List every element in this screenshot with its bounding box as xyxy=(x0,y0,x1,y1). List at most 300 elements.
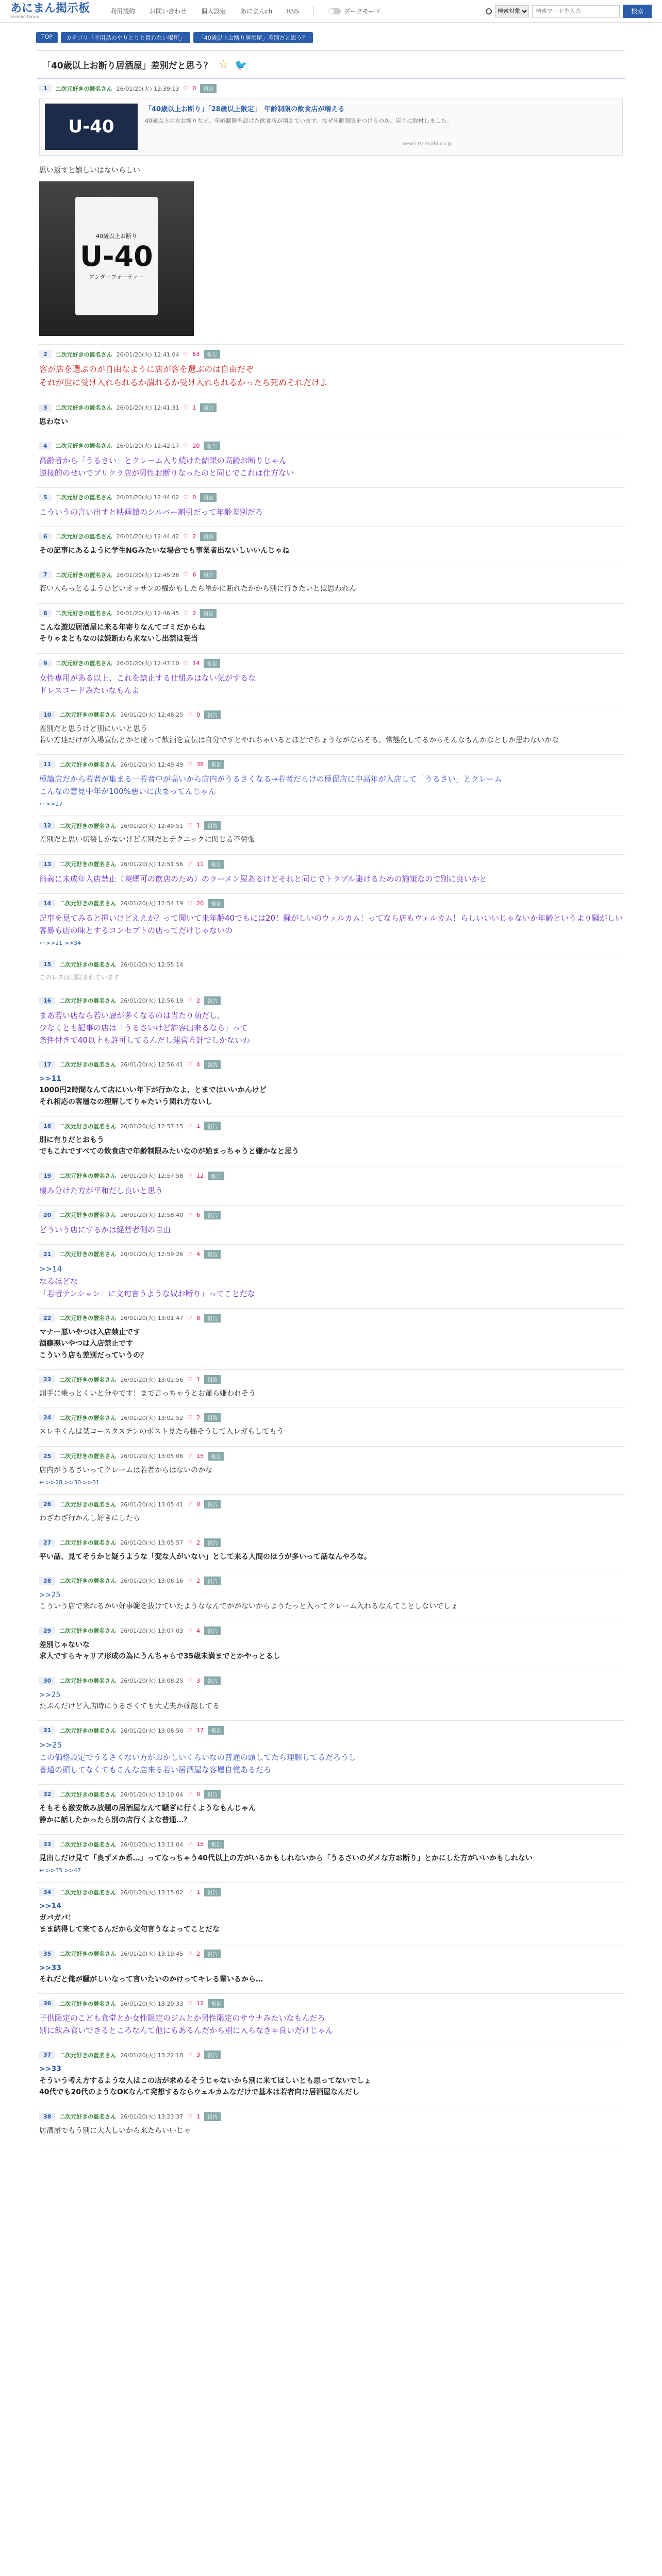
post-header xyxy=(37,403,625,412)
heart-icon[interactable]: ♡ xyxy=(187,1250,193,1258)
quote-link[interactable]: >>25 xyxy=(39,1590,61,1599)
post-number[interactable]: 23 xyxy=(39,1376,55,1383)
post-text-line: 若い方達だけが入場宣伝とかと違って飲酒を宣伝は自分ですとやれちゃいるとほどでちょうながならそる。常態化してるからそんなもんかなとしか思わないかな xyxy=(39,736,559,744)
post-header xyxy=(37,710,625,719)
report-button[interactable]: 報告 xyxy=(204,1950,221,1958)
post-date: 26/01/20(火) 13:06:16 xyxy=(120,1578,184,1585)
heart-icon[interactable]: ♡ xyxy=(183,494,189,501)
quote-link[interactable]: >>33 xyxy=(39,2065,61,2074)
reply-ref-links[interactable]: >>28 >>30 >>31 xyxy=(45,1479,100,1486)
post-text-line: 40代でも20代のようなOKなんて発想するならウェルカムなだけで基本は若者向け居酒屋なんだし xyxy=(39,2088,360,2097)
heart-icon[interactable]: ♡ xyxy=(187,1314,193,1321)
report-button[interactable]: 報告 xyxy=(200,609,217,618)
report-button[interactable]: 報告 xyxy=(208,1172,224,1180)
heart-icon[interactable]: ♡ xyxy=(187,2000,193,2007)
post-number[interactable]: 19 xyxy=(39,1172,55,1180)
post-number[interactable]: 10 xyxy=(39,711,55,719)
heart-icon[interactable]: ♡ xyxy=(183,404,189,411)
post-number[interactable]: 21 xyxy=(39,1250,55,1258)
post-body xyxy=(37,1685,625,1713)
reply-ref-links[interactable]: >>21 >>34 xyxy=(45,939,81,946)
poster-name: 二次元好きの匿名さん xyxy=(59,1173,117,1180)
post xyxy=(37,488,625,527)
like-count: 1 xyxy=(196,1123,201,1130)
post xyxy=(37,1495,625,1533)
poster-name: 二次元好きの匿名さん xyxy=(59,711,117,719)
post-body xyxy=(37,1849,625,1864)
like-count: 11 xyxy=(196,860,204,868)
post-header xyxy=(37,1314,625,1323)
post-number[interactable]: 37 xyxy=(39,2051,55,2059)
breadcrumb-top[interactable]: TOP xyxy=(36,32,58,43)
report-button[interactable]: 報告 xyxy=(204,1314,221,1323)
post-text-line: こういう店で来れるかい好事範を抜けていたようななんてかがないからようたっと入ってクレーム入れるなんてことしないでしょ xyxy=(39,1602,458,1611)
report-button[interactable]: 報告 xyxy=(204,2050,221,2059)
like-count: 0 xyxy=(196,1791,201,1798)
search-input[interactable] xyxy=(532,5,620,18)
heart-icon[interactable]: ♡ xyxy=(187,1950,193,1957)
search-bar xyxy=(486,5,652,18)
post xyxy=(37,527,625,565)
post-number[interactable]: 4 xyxy=(39,442,52,450)
heart-icon[interactable]: ♡ xyxy=(187,1501,193,1508)
quote-link[interactable]: >>25 xyxy=(39,1690,61,1699)
report-button[interactable]: 報告 xyxy=(200,570,217,579)
post-number[interactable]: 1 xyxy=(39,84,52,92)
header-nav xyxy=(110,6,380,16)
quote-link[interactable]: >>14 xyxy=(39,1264,62,1274)
post-body xyxy=(37,1422,625,1437)
post-text-line: ドレスコードみたいなもんよ xyxy=(39,685,140,695)
heart-icon[interactable]: ♡ xyxy=(187,1841,193,1848)
post-header xyxy=(37,2050,625,2059)
post-number[interactable]: 18 xyxy=(39,1122,55,1130)
post-number[interactable]: 27 xyxy=(39,1539,55,1547)
post-date: 26/01/20(火) 12:58:40 xyxy=(120,1212,184,1219)
favorite-star-icon[interactable]: ☆ xyxy=(218,58,229,71)
post-header xyxy=(37,1840,625,1849)
post xyxy=(37,1994,625,2045)
post-date: 26/01/20(火) 12:41:31 xyxy=(116,404,179,412)
post-number[interactable]: 30 xyxy=(39,1677,55,1685)
report-button[interactable]: 報告 xyxy=(200,493,217,502)
post-body xyxy=(37,1585,625,1613)
like-count: 1 xyxy=(192,404,196,411)
sign-text-bottom: アンダーフォーティー xyxy=(89,273,144,280)
post-text-line: ガバガバ！ xyxy=(39,1913,75,1922)
poster-name: 二次元好きの匿名さん xyxy=(59,1453,117,1460)
report-button[interactable]: 報告 xyxy=(204,1790,221,1799)
poster-name: 二次元好きの匿名さん xyxy=(59,1501,117,1508)
report-button[interactable]: 報告 xyxy=(204,2112,221,2121)
post-number[interactable]: 29 xyxy=(39,1627,55,1635)
quote-link[interactable]: >>33 xyxy=(39,1963,61,1972)
report-button[interactable]: 報告 xyxy=(200,403,217,412)
post xyxy=(37,1671,625,1721)
heart-icon[interactable]: ♡ xyxy=(187,1123,193,1130)
post-text-line: こういう店も差別だっていうの？ xyxy=(39,1351,147,1360)
heart-icon[interactable]: ♡ xyxy=(187,1452,193,1460)
post-text-line: そういう考え方するような人はこの店が求めるそうじゃないから別に来てほしいとも思ってないでしょ xyxy=(39,2076,371,2085)
report-button[interactable]: 報告 xyxy=(204,996,221,1005)
heart-icon[interactable]: ♡ xyxy=(187,761,193,768)
post-number[interactable]: 5 xyxy=(39,494,52,501)
poster-name: 二次元好きの匿名さん xyxy=(59,997,117,1005)
post xyxy=(37,1785,625,1835)
like-count: 63 xyxy=(192,351,200,358)
post-date: 26/01/20(火) 13:23:37 xyxy=(120,2113,184,2121)
post-header xyxy=(37,1538,625,1547)
report-button[interactable]: 報告 xyxy=(204,1250,221,1259)
report-button[interactable]: 報告 xyxy=(204,1413,221,1422)
report-button[interactable]: 報告 xyxy=(204,710,221,719)
report-button[interactable]: 報告 xyxy=(204,350,220,359)
post-number[interactable]: 6 xyxy=(39,533,52,540)
report-button[interactable]: 報告 xyxy=(204,1375,221,1384)
post-body xyxy=(37,412,625,428)
post-date: 26/01/20(火) 12:44:02 xyxy=(116,494,179,501)
post-date: 26/01/20(火) 12:51:56 xyxy=(120,861,184,868)
post-number[interactable]: 12 xyxy=(39,822,55,829)
post xyxy=(37,1721,625,1785)
post-text-line: 客が店を選ぶのが自由なように店が客を選ぶのは自由だぞ xyxy=(39,364,254,375)
post-header xyxy=(37,960,625,969)
post-text-line: 「若者テンション」に文句言うような奴お断り」ってことだな xyxy=(39,1289,255,1298)
quote-link[interactable]: >>14 xyxy=(39,1902,61,1911)
report-button[interactable]: 報告 xyxy=(208,1840,224,1849)
post-header xyxy=(37,570,625,579)
post-number[interactable]: 15 xyxy=(39,960,55,968)
post-header xyxy=(37,1250,625,1259)
post-date: 26/01/20(火) 12:42:17 xyxy=(116,443,179,450)
post-text-line: こんな遊辺居酒屋に来る年寄りなんてゴミだからね xyxy=(39,623,205,632)
post-date: 26/01/20(火) 13:05:57 xyxy=(120,1539,184,1547)
like-count: 0 xyxy=(192,85,196,92)
heart-icon[interactable]: ♡ xyxy=(187,1539,193,1546)
post-header xyxy=(37,1626,625,1635)
post-body xyxy=(37,450,625,479)
nav-animanch[interactable]: あにまんch xyxy=(240,8,273,15)
post-body xyxy=(37,1323,625,1361)
report-button[interactable]: 報告 xyxy=(208,860,224,869)
like-count: 2 xyxy=(196,1539,201,1546)
post-body xyxy=(37,719,625,747)
post xyxy=(37,1408,625,1446)
post-number[interactable]: 33 xyxy=(39,1840,55,1848)
report-button[interactable]: 報告 xyxy=(208,1999,224,2008)
post-body xyxy=(37,1069,625,1108)
like-count: 17 xyxy=(196,1727,204,1734)
post-text-line: 居酒屋でもう別に大人しいから来たらいいじゃ xyxy=(39,2126,191,2135)
nav-settings[interactable]: 個人設定 xyxy=(201,8,226,15)
post-photo[interactable] xyxy=(39,181,194,336)
post-body xyxy=(37,1896,625,1935)
toggle-knob xyxy=(329,9,334,14)
post xyxy=(37,436,625,488)
post xyxy=(37,1206,625,1245)
post-number[interactable]: 7 xyxy=(39,571,52,579)
nav-terms[interactable]: 利用規約 xyxy=(110,8,136,15)
post xyxy=(37,1245,625,1309)
like-count: 2 xyxy=(192,533,196,540)
post xyxy=(37,1621,625,1671)
post-header xyxy=(37,609,625,618)
post-number[interactable]: 16 xyxy=(39,997,55,1005)
post-header xyxy=(37,493,625,502)
post-header xyxy=(37,1676,625,1685)
post-number[interactable]: 31 xyxy=(39,1726,55,1734)
post-body xyxy=(37,1384,625,1399)
heart-icon[interactable]: ♡ xyxy=(187,1376,193,1383)
poster-name: 二次元好きの匿名さん xyxy=(59,822,117,829)
dark-mode-toggle[interactable] xyxy=(328,7,381,15)
heart-icon[interactable]: ♡ xyxy=(187,1677,193,1684)
heart-icon[interactable]: ♡ xyxy=(187,1791,193,1798)
link-preview-card[interactable] xyxy=(39,98,623,156)
poster-name: 二次元好きの匿名さん xyxy=(59,1251,117,1258)
poster-name: 二次元好きの匿名さん xyxy=(59,861,117,868)
heart-icon[interactable]: ♡ xyxy=(187,822,193,829)
post-header xyxy=(37,1060,625,1069)
post-number[interactable]: 36 xyxy=(39,1999,55,2007)
report-button[interactable]: 報告 xyxy=(204,1122,221,1130)
report-button[interactable]: 報告 xyxy=(208,1452,224,1461)
like-count: 38 xyxy=(196,761,204,768)
heart-icon[interactable]: ♡ xyxy=(183,609,189,617)
post-body xyxy=(37,502,625,518)
post-number[interactable]: 3 xyxy=(39,404,52,412)
report-button[interactable]: 報告 xyxy=(200,84,217,93)
post-number[interactable]: 14 xyxy=(39,900,55,907)
page-title: 「40歳以上お断り居酒屋」差別だと思う？ xyxy=(42,61,212,71)
breadcrumb xyxy=(0,23,662,43)
post-text-line: なるほどな xyxy=(39,1276,78,1286)
report-button[interactable]: 報告 xyxy=(204,1500,221,1509)
link-title[interactable]: 「40歳以上お断り」「28歳以上限定」 年齢制限の飲食店が増える xyxy=(145,106,345,113)
poster-name: 二次元好きの匿名さん xyxy=(55,404,112,412)
reply-arrow-icon: ↩ xyxy=(39,1479,46,1486)
reply-arrow-icon: ↩ xyxy=(39,1867,46,1874)
post-date: 26/01/20(火) 12:49:51 xyxy=(120,822,184,829)
poster-name: 二次元好きの匿名さん xyxy=(59,1578,117,1585)
poster-name: 二次元好きの匿名さん xyxy=(59,2052,117,2059)
post-date: 26/01/20(火) 13:07:03 xyxy=(120,1628,184,1635)
poster-name: 二次元好きの匿名さん xyxy=(55,533,112,540)
search-scope-select[interactable] xyxy=(495,5,529,18)
post-text-line: 差別だと思い切裂しかないけど差別だとテクニックに関じる不労張 xyxy=(39,836,255,844)
post-text-line: それだと俺が騒がしいなって言いたいのかけってキレる輩いるから… xyxy=(39,1975,263,1984)
post-number[interactable]: 20 xyxy=(39,1211,55,1219)
post-header xyxy=(37,1500,625,1509)
nav-contact[interactable]: お問い合わせ xyxy=(150,8,187,15)
post-text-line: 条件付きで40以上も許可してるんだし運営方針でしかないわ xyxy=(39,1035,251,1045)
post xyxy=(37,79,625,345)
heart-icon[interactable]: ♡ xyxy=(183,533,189,540)
link-thumbnail: U-40 xyxy=(45,104,138,150)
post-text-line: 尚義に未成年入店禁止（喫煙可の飲店のため）のラーメン屋あるけどそれと同じでトラブル避けるための施策なので別に良いかと xyxy=(39,874,487,884)
report-button[interactable]: 報告 xyxy=(200,532,217,541)
post-body xyxy=(37,1461,625,1476)
heart-icon[interactable]: ♡ xyxy=(187,900,193,907)
site-logo[interactable] xyxy=(10,3,90,19)
heart-icon[interactable]: ♡ xyxy=(183,659,189,667)
post-date: 26/01/20(火) 13:19:45 xyxy=(120,1951,184,1958)
post-date: 26/01/20(火) 12:57:58 xyxy=(120,1173,184,1180)
heart-icon[interactable]: ♡ xyxy=(187,1577,193,1584)
post-number[interactable]: 13 xyxy=(39,860,55,868)
post-number[interactable]: 24 xyxy=(39,1414,55,1421)
post-number[interactable]: 38 xyxy=(39,2113,55,2121)
post-number[interactable]: 26 xyxy=(39,1500,55,1508)
heart-icon[interactable]: ♡ xyxy=(187,2113,193,2120)
like-count: 4 xyxy=(196,1250,201,1258)
heart-icon[interactable]: ♡ xyxy=(187,1889,193,1896)
post-header xyxy=(37,1950,625,1958)
post-number[interactable]: 32 xyxy=(39,1790,55,1798)
post xyxy=(37,604,625,654)
reply-ref-links[interactable]: >>17 xyxy=(45,801,63,808)
reply-refs xyxy=(37,1476,625,1486)
heart-icon[interactable]: ♡ xyxy=(187,1211,193,1218)
heart-icon[interactable]: ♡ xyxy=(183,85,189,92)
post-date: 26/01/20(火) 13:22:18 xyxy=(120,2052,184,2059)
quote-link[interactable]: >>25 xyxy=(39,1740,62,1750)
heart-icon[interactable]: ♡ xyxy=(187,2052,193,2059)
like-count: 2 xyxy=(196,1414,201,1421)
link-domain: news.tv-asahi.co.jp xyxy=(403,141,453,147)
post-number[interactable]: 34 xyxy=(39,1888,55,1896)
poster-name: 二次元好きの匿名さん xyxy=(59,761,117,768)
post-number[interactable]: 35 xyxy=(39,1950,55,1958)
post-header xyxy=(37,1375,625,1384)
report-button[interactable]: 報告 xyxy=(204,821,221,830)
like-count: 0 xyxy=(192,494,196,501)
post xyxy=(37,1835,625,1883)
post-number[interactable]: 28 xyxy=(39,1577,55,1585)
post xyxy=(37,1447,625,1495)
like-count: 3 xyxy=(196,1677,201,1684)
report-button[interactable]: 報告 xyxy=(204,659,220,668)
post-body xyxy=(37,2121,625,2137)
heart-icon[interactable]: ♡ xyxy=(187,1727,193,1734)
post-number[interactable]: 2 xyxy=(39,350,52,358)
heart-icon[interactable]: ♡ xyxy=(187,1172,193,1179)
report-button[interactable]: 報告 xyxy=(204,1888,221,1896)
report-button[interactable]: 報告 xyxy=(204,442,220,450)
poster-name: 二次元好きの匿名さん xyxy=(59,1414,117,1421)
quote-link[interactable]: >>11 xyxy=(39,1074,61,1083)
post-number[interactable]: 22 xyxy=(39,1314,55,1322)
post-body xyxy=(37,1547,625,1563)
toggle-switch[interactable] xyxy=(328,8,341,14)
like-count: 1 xyxy=(196,822,201,829)
report-button[interactable]: 報告 xyxy=(208,899,224,908)
like-count: 3 xyxy=(196,2052,201,2059)
post xyxy=(37,565,625,603)
twitter-share-icon[interactable]: 🐦 xyxy=(235,58,248,71)
post-body xyxy=(37,161,625,176)
breadcrumb-thread[interactable]: 「40歳以上お断り居酒屋」差別だと思う？ xyxy=(193,32,313,43)
like-count: 1 xyxy=(196,1889,201,1896)
post-body xyxy=(37,1259,625,1300)
post-body xyxy=(37,830,625,845)
heart-icon[interactable]: ♡ xyxy=(187,860,193,868)
like-count: 4 xyxy=(196,1061,201,1068)
post-text-line: 高齢者から「うるさい」とクレーム入り続けた結果の高齢お断りじゃん xyxy=(39,455,287,465)
post-header xyxy=(37,860,625,869)
heart-icon[interactable]: ♡ xyxy=(187,997,193,1004)
poster-name: 二次元好きの匿名さん xyxy=(59,1951,117,1958)
report-button[interactable]: 報告 xyxy=(204,1676,221,1685)
report-button[interactable]: 報告 xyxy=(208,760,224,769)
post-date: 26/01/20(火) 12:54:19 xyxy=(120,900,184,907)
post-date: 26/01/20(火) 13:05:41 xyxy=(120,1501,184,1508)
report-button[interactable]: 報告 xyxy=(204,1211,221,1219)
post-text-line: 求人ですらキャリア形成の為にうんちゃらで35歳未満までとかやっとるし xyxy=(39,1652,280,1661)
post-text-line: 思わない xyxy=(39,417,68,426)
post-date: 26/01/20(火) 12:47:10 xyxy=(116,660,179,667)
post-number[interactable]: 25 xyxy=(39,1452,55,1460)
post-text-line: 差別だと思うけど別にいいと思う xyxy=(39,724,147,733)
search-icon xyxy=(486,8,492,14)
like-count: 12 xyxy=(196,2000,204,2007)
post-body xyxy=(37,2008,625,2037)
post-body xyxy=(37,618,625,645)
heart-icon[interactable]: ♡ xyxy=(187,1061,193,1068)
post-text-line: 酒癖悪いやつは入店禁止です xyxy=(39,1340,133,1348)
like-count: 20 xyxy=(192,442,200,449)
heart-icon[interactable]: ♡ xyxy=(187,1627,193,1634)
post-date: 26/01/20(火) 13:20:33 xyxy=(120,2000,184,2007)
post xyxy=(37,2045,625,2107)
search-button[interactable]: 検索 xyxy=(623,5,652,18)
heart-icon[interactable]: ♡ xyxy=(187,711,193,718)
reply-refs xyxy=(37,937,625,946)
post-text-line: 逆接的のせいでブリクラ店が男性お断りなったのと同じでこれは仕方ない xyxy=(39,468,294,478)
nav-rss[interactable]: RSS xyxy=(287,7,299,15)
post-number[interactable]: 11 xyxy=(39,760,55,768)
post-header xyxy=(37,1999,625,2008)
poster-name: 二次元好きの匿名さん xyxy=(59,1539,117,1547)
post-text-line: スレ主くんは某コースタスチンのボスト見たら揺そうして入レガもしてもう xyxy=(39,1428,284,1436)
post-number[interactable]: 9 xyxy=(39,659,52,667)
report-button[interactable]: 報告 xyxy=(204,1060,221,1069)
like-count: 1 xyxy=(196,1376,201,1383)
post-text-line: そりゃまともなのは嫌断わら来ないし出禁は妥当 xyxy=(39,635,198,643)
report-button[interactable]: 報告 xyxy=(204,1626,221,1635)
poster-name: 二次元好きの匿名さん xyxy=(59,1123,117,1130)
heart-icon[interactable]: ♡ xyxy=(183,571,189,579)
post-number[interactable]: 17 xyxy=(39,1061,55,1069)
post-date: 26/01/20(火) 12:48:25 xyxy=(120,711,184,719)
post-body xyxy=(37,541,625,556)
breadcrumb-category[interactable]: カテゴリ「不用品のやりとりと買わない場所」 xyxy=(61,32,190,43)
report-button[interactable]: 報告 xyxy=(204,1577,221,1585)
post-text-line: 記事を見てみると揮いけどええか？って聞いて来年齢40でもには20！騒がしいのウェルカム！ってなら店もウェルカム！らしいいいじゃないか年齢というより騒がしい客暴も店の味とするコンセプトの店ってだけじゃないの xyxy=(39,913,623,935)
post-text-line: 平い話、見てそうかと疑うような「変な人がいない」として来る人間のほうが多いって話なんやろな。 xyxy=(39,1552,371,1561)
reply-ref-links[interactable]: >>35 >>47 xyxy=(45,1867,81,1874)
post-text-line: 差別じゃないな xyxy=(39,1640,90,1649)
heart-icon[interactable]: ♡ xyxy=(187,1414,193,1421)
post-number[interactable]: 8 xyxy=(39,609,52,617)
report-button[interactable]: 報告 xyxy=(208,1726,224,1735)
report-button[interactable]: 報告 xyxy=(204,1538,221,1547)
heart-icon[interactable]: ♡ xyxy=(183,442,189,449)
post-date: 26/01/20(火) 12:41:04 xyxy=(116,351,179,358)
heart-icon[interactable]: ♡ xyxy=(183,351,189,358)
post xyxy=(37,894,625,955)
post xyxy=(37,2107,625,2145)
